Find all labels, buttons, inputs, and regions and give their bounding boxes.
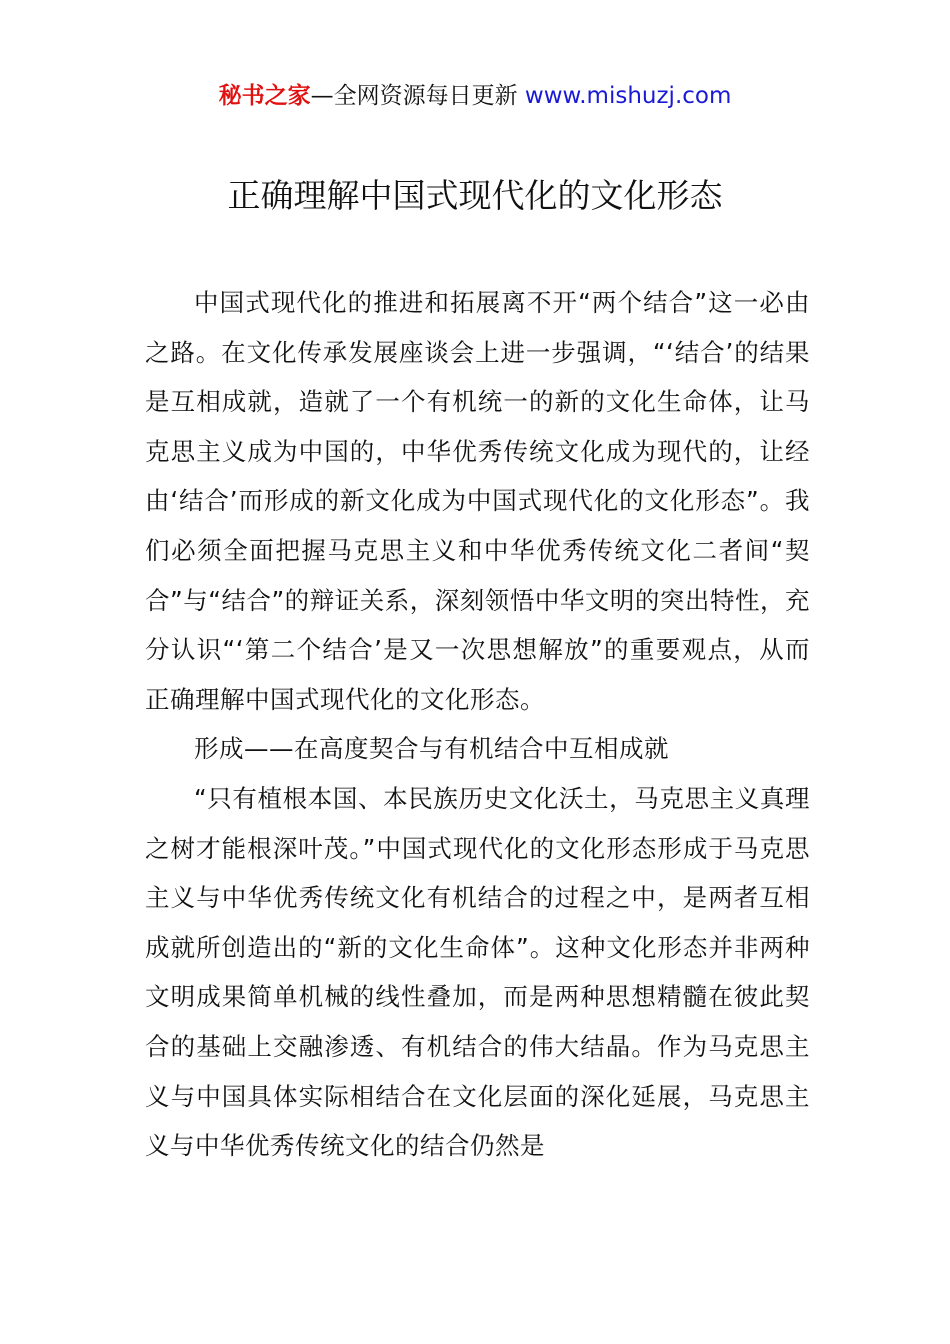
- paragraph-intro: 中国式现代化的推进和拓展离不开“两个结合”这一必由之路。在文化传承发展座谈会上进一步强调，“‘结合’的结果是互相成就，造就了一个有机统一的新的文化生命体，让马克思主义成为中国的，中华优秀传统文化成为现代的，让经由‘结合’而形成的新文化成为中国式现代化的文化形态”。我们必须全面把握马克思主义和中华优秀传统文化二者间“契合”与“结合”的辩证关系，深刻领悟中华文明的突出特性，充分认识“‘第二个结合’是又一次思想解放”的重要观点，从而正确理解中国式现代化的文化形态。: [145, 288, 810, 714]
- site-url-link[interactable]: www.mishuzj.com: [524, 83, 732, 109]
- site-header: [0, 80, 950, 112]
- document-body: [145, 278, 810, 1171]
- paragraph-formation: “只有植根本国、本民族历史文化沃土，马克思主义真理之树才能根深叶茂。”中国式现代化的文化形态形成于马克思主义与中华优秀传统文化有机结合的过程之中，是两者互相成就所创造出的“新的文化生命体”。这种文化形态并非两种文明成果简单机械的线性叠加，而是两种思想精髓在彼此契合的基础上交融渗透、有机结合的伟大结晶。作为马克思主义与中国具体实际相结合在文化层面的深化延展，马克思主义与中华优秀传统文化的结合仍然是: [145, 783, 810, 1161]
- document-title: 正确理解中国式现代化的文化形态: [227, 176, 723, 215]
- site-tagline: —全网资源每日更新: [310, 83, 518, 109]
- site-brand: 秘书之家: [218, 83, 311, 109]
- section-heading: 形成——在高度契合与有机结合中互相成就: [194, 734, 669, 764]
